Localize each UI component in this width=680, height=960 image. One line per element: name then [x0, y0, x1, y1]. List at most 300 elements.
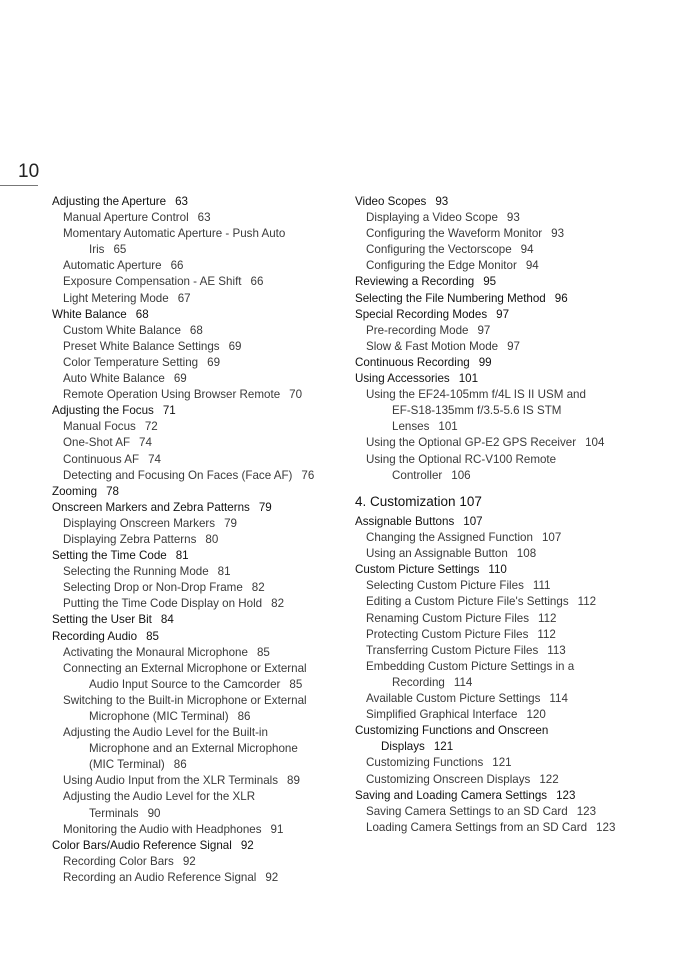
- toc-page-number: 114: [453, 675, 473, 689]
- toc-entry-title: Recording: [392, 675, 445, 689]
- toc-entry-line: [63, 789, 352, 805]
- toc-entry-line: [355, 194, 655, 210]
- toc-subsection-entry[interactable]: [52, 596, 352, 612]
- toc-entry-title: Onscreen Markers and Zebra Patterns: [52, 500, 250, 514]
- toc-entry-title: Video Scopes: [355, 195, 427, 208]
- toc-section-entry[interactable]: [355, 355, 655, 371]
- toc-entry-line: [52, 838, 352, 854]
- toc-entry-line: [63, 822, 352, 838]
- chapter-page: 107: [459, 494, 482, 509]
- toc-entry-line: [52, 612, 352, 628]
- toc-subsection-entry[interactable]: [52, 870, 352, 886]
- toc-subsection-entry[interactable]: [355, 707, 655, 723]
- toc-page-number: 123: [556, 788, 576, 802]
- toc-subsection-entry[interactable]: [52, 854, 352, 870]
- toc-page-number: 68: [189, 323, 203, 337]
- toc-subsection-entry[interactable]: [52, 435, 352, 451]
- toc-entry-line: [63, 323, 352, 339]
- toc-entry-line: [63, 580, 352, 596]
- toc-entry-title: Simplified Graphical Interface: [366, 708, 518, 722]
- toc-page-number: 69: [207, 355, 221, 369]
- toc-section-entry[interactable]: [52, 500, 352, 516]
- toc-subsection-entry[interactable]: [52, 258, 352, 274]
- toc-entry-title: Displaying a Video Scope: [366, 211, 498, 225]
- toc-subsection-entry[interactable]: [52, 226, 352, 258]
- toc-entry-title: Continuous AF: [63, 452, 140, 466]
- toc-entry-line: [366, 578, 655, 594]
- toc-page-number: 120: [526, 708, 546, 722]
- toc-subsection-entry[interactable]: [52, 822, 352, 838]
- toc-entry-line: [355, 723, 655, 739]
- toc-page-number: 112: [537, 627, 556, 641]
- toc-entry-title: Using the Optional RC-V100 Remote: [366, 452, 557, 466]
- toc-page-number: 121: [492, 756, 512, 770]
- toc-page-number: 123: [576, 804, 597, 818]
- toc-entry-title: Protecting Custom Picture Files: [366, 627, 529, 641]
- toc-entry-title: White Balance: [52, 307, 127, 321]
- toc-subsection-entry[interactable]: [355, 578, 655, 594]
- toc-page-number: 80: [205, 532, 219, 546]
- toc-entry-line: [366, 258, 655, 274]
- toc-entry-title: Automatic Aperture: [63, 259, 162, 273]
- toc-page-number: 76: [301, 468, 315, 482]
- toc-page-number: 71: [162, 404, 176, 418]
- toc-entry-line: [366, 611, 655, 627]
- toc-subsection-entry[interactable]: [355, 627, 655, 643]
- toc-subsection-entry[interactable]: [52, 371, 352, 387]
- toc-subsection-entry[interactable]: [52, 468, 352, 484]
- toc-entry-title: Iris: [89, 243, 105, 257]
- toc-subsection-entry[interactable]: [355, 804, 655, 820]
- toc-entry-title: Putting the Time Code Display on Hold: [63, 597, 263, 611]
- toc-entry-title: Slow & Fast Motion Mode: [366, 339, 499, 353]
- toc-page-number: 70: [289, 388, 303, 402]
- toc-subsection-entry[interactable]: [52, 661, 352, 693]
- toc-entry-title: Audio Input Source to the Camcorder: [89, 677, 281, 691]
- toc-entry-title: Configuring the Edge Monitor: [366, 259, 517, 273]
- toc-page-number: 66: [250, 275, 264, 289]
- toc-entry-title: Changing the Assigned Function: [366, 531, 533, 545]
- toc-entry-title: Terminals: [89, 806, 139, 820]
- toc-section-entry[interactable]: [52, 548, 352, 564]
- toc-page-number: 93: [435, 195, 449, 208]
- toc-entry-title: Momentary Automatic Aperture - Push Auto: [63, 227, 286, 241]
- toc-page-number: 97: [477, 323, 491, 337]
- toc-entry-line: [63, 532, 352, 548]
- toc-subsection-entry[interactable]: [52, 532, 352, 548]
- toc-page-number: 122: [539, 772, 559, 786]
- toc-entry-title: Adjusting the Aperture: [52, 195, 167, 208]
- toc-entry-title: Light Metering Mode: [63, 291, 169, 305]
- toc-entry-line: [63, 258, 352, 274]
- toc-subsection-entry[interactable]: [52, 274, 352, 290]
- toc-entry-line: [63, 677, 352, 693]
- toc-entry-title: Zooming: [52, 484, 98, 498]
- toc-page-number: 93: [551, 227, 565, 241]
- toc-entry-title: Microphone (MIC Terminal): [89, 710, 229, 723]
- toc-entry-title: Custom Picture Settings: [355, 563, 480, 577]
- toc-subsection-entry[interactable]: [355, 659, 655, 691]
- toc-entry-title: Selecting the Running Mode: [63, 565, 209, 579]
- toc-entry-title: Configuring the Waveform Monitor: [366, 227, 543, 241]
- toc-entry-line: [63, 870, 352, 886]
- toc-entry-line: [366, 675, 655, 691]
- toc-subsection-entry[interactable]: [355, 242, 655, 258]
- toc-subsection-entry[interactable]: [355, 594, 655, 610]
- toc-entry-title: Switching to the Built-in Microphone or External: [63, 693, 307, 707]
- toc-entry-title: Customizing Functions: [366, 756, 484, 770]
- toc-entry-line: [366, 820, 655, 836]
- toc-section-entry[interactable]: [355, 274, 655, 290]
- toc-subsection-entry[interactable]: [52, 339, 352, 355]
- toc-entry-line: [63, 596, 352, 612]
- toc-subsection-entry[interactable]: [355, 435, 655, 451]
- toc-page-number: 113: [547, 643, 566, 657]
- toc-entry-line: [366, 755, 655, 771]
- toc-page-number: 106: [451, 468, 471, 482]
- toc-entry-line: [52, 500, 352, 516]
- toc-entry-title: Connecting an External Microphone or External: [63, 661, 307, 675]
- toc-page-number: 101: [458, 372, 479, 386]
- toc-page-number: 65: [113, 243, 127, 257]
- toc-entry-title: Preset White Balance Settings: [63, 339, 220, 353]
- toc-entry-line: [63, 419, 352, 435]
- toc-subsection-entry[interactable]: [52, 210, 352, 226]
- toc-page-number: 97: [507, 339, 521, 353]
- toc-entry-line: [366, 804, 655, 820]
- toc-entry-line: [366, 530, 655, 546]
- toc-entry-title: Customizing Functions and Onscreen: [355, 724, 549, 738]
- toc-entry-line: [366, 546, 655, 562]
- toc-entry-title: Selecting the File Numbering Method: [355, 291, 546, 305]
- toc-entry-title: Saving and Loading Camera Settings: [355, 788, 548, 802]
- toc-entry-title: Using the EF24-105mm f/4L IS II USM and: [366, 388, 586, 402]
- toc-entry-title: Assignable Buttons: [355, 515, 455, 528]
- toc-entry-line: [52, 307, 352, 323]
- toc-entry-title: Selecting Drop or Non-Drop Frame: [63, 581, 243, 595]
- toc-section-entry[interactable]: [52, 194, 352, 210]
- toc-entry-title: Remote Operation Using Browser Remote: [63, 388, 281, 402]
- toc-subsection-entry[interactable]: [52, 452, 352, 468]
- toc-page-number: 97: [496, 307, 510, 321]
- toc-entry-line: [63, 339, 352, 355]
- toc-entry-line: [63, 741, 352, 757]
- toc-subsection-entry[interactable]: [355, 755, 655, 771]
- toc-entry-line: [52, 548, 352, 564]
- toc-section-entry[interactable]: [355, 723, 655, 755]
- toc-page-number: 66: [170, 259, 184, 273]
- toc-page-number: 110: [488, 563, 507, 577]
- toc-subsection-entry[interactable]: [355, 210, 655, 226]
- toc-page-number: 94: [520, 243, 534, 257]
- toc-page-number: 69: [173, 372, 187, 386]
- toc-section-entry[interactable]: [52, 484, 352, 500]
- toc-page-number: 95: [483, 275, 497, 289]
- toc-page-number: 69: [228, 339, 242, 353]
- toc-entry-title: Manual Focus: [63, 420, 136, 434]
- toc-entry-line: [355, 788, 655, 804]
- toc-entry-line: [63, 274, 352, 290]
- toc-entry-line: [63, 693, 352, 709]
- toc-page-number: 94: [525, 259, 539, 273]
- toc-entry-line: [366, 387, 655, 403]
- toc-entry-line: [63, 709, 352, 725]
- toc-entry-line: [366, 226, 655, 242]
- toc-entry-line: [366, 691, 655, 707]
- toc-page-number: 112: [538, 611, 557, 625]
- toc-subsection-entry[interactable]: [355, 611, 655, 627]
- toc-page-number: 92: [182, 854, 196, 868]
- toc-entry-title: Adjusting the Audio Level for the XLR: [63, 790, 256, 804]
- toc-subsection-entry[interactable]: [355, 452, 655, 484]
- toc-page-number: 107: [541, 531, 562, 545]
- toc-entry-title: Displaying Zebra Patterns: [63, 532, 197, 546]
- toc-page-number: 86: [237, 710, 251, 723]
- toc-page-number: 111: [532, 579, 551, 593]
- toc-page-number: 68: [135, 307, 149, 321]
- toc-page-number: 89: [287, 774, 300, 788]
- toc-section-entry[interactable]: [355, 514, 655, 530]
- toc-section-entry[interactable]: [52, 629, 352, 645]
- toc-entry-title: Color Bars/Audio Reference Signal: [52, 838, 232, 852]
- toc-entry-line: [355, 739, 655, 755]
- toc-subsection-entry[interactable]: [355, 323, 655, 339]
- toc-entry-line: [63, 645, 352, 661]
- toc-section-entry[interactable]: [52, 612, 352, 628]
- chapter-title: 4. Customization: [355, 494, 456, 509]
- toc-entry-line: [366, 323, 655, 339]
- toc-entry-title: Displays: [381, 740, 425, 754]
- toc-entry-line: [366, 452, 655, 468]
- toc-page-number: 85: [289, 677, 303, 691]
- toc-entry-title: Monitoring the Audio with Headphones: [63, 822, 262, 836]
- toc-entry-line: [63, 210, 352, 226]
- page-number: 10: [18, 161, 40, 182]
- toc-subsection-entry[interactable]: [52, 693, 352, 725]
- toc-page-number: 108: [516, 547, 537, 561]
- toc-entry-line: [63, 242, 352, 258]
- toc-section-entry[interactable]: [355, 371, 655, 387]
- toc-entry-title: Recording Color Bars: [63, 854, 174, 868]
- toc-page-number: 74: [139, 436, 152, 450]
- toc-entry-title: Setting the Time Code: [52, 549, 167, 563]
- toc-entry-title: Embedding Custom Picture Settings in a: [366, 659, 575, 673]
- toc-entry-line: [355, 371, 655, 387]
- toc-section-entry[interactable]: [52, 403, 352, 419]
- toc-subsection-entry[interactable]: [52, 419, 352, 435]
- toc-entry-line: [63, 725, 352, 741]
- toc-entry-title: Continuous Recording: [355, 355, 470, 369]
- toc-page-number: 78: [106, 484, 120, 498]
- toc-entry-line: [366, 643, 655, 659]
- toc-subsection-entry[interactable]: [355, 530, 655, 546]
- toc-entry-title: Color Temperature Setting: [63, 355, 199, 369]
- toc-entry-title: Using the Optional GP-E2 GPS Receiver: [366, 436, 577, 450]
- toc-right-column-top: [355, 194, 655, 484]
- toc-subsection-entry[interactable]: [52, 323, 352, 339]
- toc-entry-title: Detecting and Focusing On Faces (Face AF): [63, 468, 293, 482]
- toc-subsection-entry[interactable]: [355, 258, 655, 274]
- toc-entry-title: One-Shot AF: [63, 436, 131, 450]
- toc-entry-line: [63, 854, 352, 870]
- toc-page-number: 72: [144, 420, 158, 434]
- toc-entry-line: [63, 387, 352, 403]
- toc-subsection-entry[interactable]: [355, 226, 655, 242]
- toc-subsection-entry[interactable]: [52, 789, 352, 821]
- toc-page-number: 96: [554, 291, 568, 305]
- chapter-heading[interactable]: [355, 494, 482, 509]
- toc-page-number: 92: [240, 838, 254, 852]
- toc-page-number: 101: [438, 420, 458, 434]
- toc-page-number: 112: [577, 595, 597, 609]
- toc-page-number: 63: [197, 211, 211, 225]
- toc-entry-line: [366, 419, 655, 435]
- toc-entry-title: Auto White Balance: [63, 372, 165, 386]
- toc-entry-line: [366, 468, 655, 484]
- toc-subsection-entry[interactable]: [355, 339, 655, 355]
- toc-entry-title: Transferring Custom Picture Files: [366, 643, 539, 657]
- toc-subsection-entry[interactable]: [52, 564, 352, 580]
- toc-page-number: 91: [270, 822, 284, 836]
- toc-entry-title: Activating the Monaural Microphone: [63, 645, 248, 659]
- toc-entry-title: Saving Camera Settings to an SD Card: [366, 804, 568, 818]
- toc-entry-line: [366, 772, 655, 788]
- toc-subsection-entry[interactable]: [355, 772, 655, 788]
- toc-page-number: 121: [433, 740, 454, 754]
- toc-section-entry[interactable]: [52, 838, 352, 854]
- toc-entry-title: Using Accessories: [355, 372, 450, 386]
- toc-section-entry[interactable]: [52, 307, 352, 323]
- toc-entry-title: Using an Assignable Button: [366, 547, 508, 561]
- toc-section-entry[interactable]: [355, 562, 655, 578]
- toc-entry-line: [366, 339, 655, 355]
- toc-entry-line: [355, 274, 655, 290]
- toc-subsection-entry[interactable]: [355, 691, 655, 707]
- toc-entry-title: Special Recording Modes: [355, 307, 488, 321]
- toc-page-number: 85: [256, 645, 270, 659]
- toc-page-number: 82: [271, 597, 285, 611]
- toc-entry-title: Custom White Balance: [63, 323, 181, 337]
- toc-page-number: 81: [175, 549, 189, 563]
- toc-entry-line: [355, 514, 655, 530]
- toc-page-number: 114: [549, 692, 568, 706]
- toc-entry-line: [63, 226, 352, 242]
- toc-page-number: 74: [148, 452, 161, 466]
- toc-entry-line: [52, 403, 352, 419]
- toc-entry-line: [63, 757, 352, 773]
- toc-entry-title: Displaying Onscreen Markers: [63, 516, 216, 530]
- toc-entry-title: Editing a Custom Picture File's Settings: [366, 595, 569, 609]
- toc-entry-line: [366, 707, 655, 723]
- toc-entry-line: [366, 627, 655, 643]
- toc-page-number: 93: [506, 211, 520, 225]
- toc-right-column-bottom: [355, 514, 655, 836]
- toc-entry-title: Adjusting the Audio Level for the Built-in: [63, 726, 268, 740]
- page-number-rule: [0, 185, 38, 186]
- toc-section-entry[interactable]: [355, 291, 655, 307]
- toc-section-entry[interactable]: [355, 307, 655, 323]
- toc-entry-title: Using Audio Input from the XLR Terminals: [63, 774, 279, 788]
- toc-subsection-entry[interactable]: [52, 725, 352, 773]
- toc-left-column: [52, 194, 352, 886]
- toc-subsection-entry[interactable]: [52, 580, 352, 596]
- toc-entry-title: Exposure Compensation - AE Shift: [63, 275, 242, 289]
- toc-entry-line: [366, 242, 655, 258]
- toc-entry-title: Pre-recording Mode: [366, 323, 469, 337]
- toc-entry-line: [63, 468, 352, 484]
- toc-entry-line: [63, 452, 352, 468]
- toc-page-number: 85: [146, 629, 159, 643]
- toc-entry-title: Selecting Custom Picture Files: [366, 579, 524, 593]
- toc-entry-title: Renaming Custom Picture Files: [366, 611, 530, 625]
- toc-subsection-entry[interactable]: [355, 643, 655, 659]
- toc-entry-title: Available Custom Picture Settings: [366, 692, 541, 706]
- toc-subsection-entry[interactable]: [355, 387, 655, 435]
- toc-entry-title: Loading Camera Settings from an SD Card: [366, 820, 588, 834]
- toc-section-entry[interactable]: [355, 788, 655, 804]
- toc-entry-line: [355, 355, 655, 371]
- toc-page-number: 123: [596, 820, 616, 834]
- toc-subsection-entry[interactable]: [52, 387, 352, 403]
- toc-entry-title: Manual Aperture Control: [63, 211, 189, 225]
- toc-entry-line: [63, 564, 352, 580]
- toc-page-number: 92: [265, 870, 279, 884]
- toc-entry-title: Microphone and an External Microphone: [89, 742, 298, 756]
- toc-entry-line: [366, 659, 655, 675]
- toc-entry-title: Recording Audio: [52, 629, 138, 643]
- toc-page-number: 104: [585, 436, 605, 450]
- toc-subsection-entry[interactable]: [52, 516, 352, 532]
- toc-entry-line: [366, 210, 655, 226]
- toc-entry-title: Reviewing a Recording: [355, 275, 475, 289]
- toc-entry-line: [355, 562, 655, 578]
- toc-page-number: 63: [175, 195, 188, 208]
- toc-entry-line: [355, 291, 655, 307]
- toc-subsection-entry[interactable]: [52, 645, 352, 661]
- toc-section-entry[interactable]: [355, 194, 655, 210]
- toc-entry-line: [63, 371, 352, 387]
- toc-entry-line: [63, 773, 352, 789]
- toc-entry-title: Recording an Audio Reference Signal: [63, 870, 257, 884]
- toc-subsection-entry[interactable]: [355, 546, 655, 562]
- toc-page-number: 107: [463, 515, 483, 528]
- toc-subsection-entry[interactable]: [355, 820, 655, 836]
- toc-entry-line: [366, 594, 655, 610]
- toc-entry-title: Adjusting the Focus: [52, 404, 154, 418]
- toc-subsection-entry[interactable]: [52, 355, 352, 371]
- toc-subsection-entry[interactable]: [52, 291, 352, 307]
- toc-entry-title: EF-S18-135mm f/3.5-5.6 IS STM: [392, 404, 562, 418]
- toc-entry-line: [366, 403, 655, 419]
- toc-entry-title: Setting the User Bit: [52, 613, 152, 627]
- toc-page-number: 84: [160, 613, 174, 627]
- toc-entry-line: [63, 435, 352, 451]
- toc-entry-title: Controller: [392, 468, 443, 482]
- toc-entry-line: [52, 629, 352, 645]
- toc-entry-line: [63, 355, 352, 371]
- toc-page-number: 82: [251, 581, 265, 595]
- toc-page-number: 99: [478, 355, 492, 369]
- toc-page-number: 79: [224, 516, 237, 530]
- toc-page-number: 81: [217, 565, 231, 579]
- toc-page-number: 79: [258, 500, 272, 514]
- toc-subsection-entry[interactable]: [52, 773, 352, 789]
- toc-entry-line: [63, 516, 352, 532]
- toc-entry-title: Configuring the Vectorscope: [366, 243, 512, 257]
- toc-page-number: 67: [177, 291, 191, 305]
- toc-entry-title: Customizing Onscreen Displays: [366, 772, 531, 786]
- toc-entry-line: [355, 307, 655, 323]
